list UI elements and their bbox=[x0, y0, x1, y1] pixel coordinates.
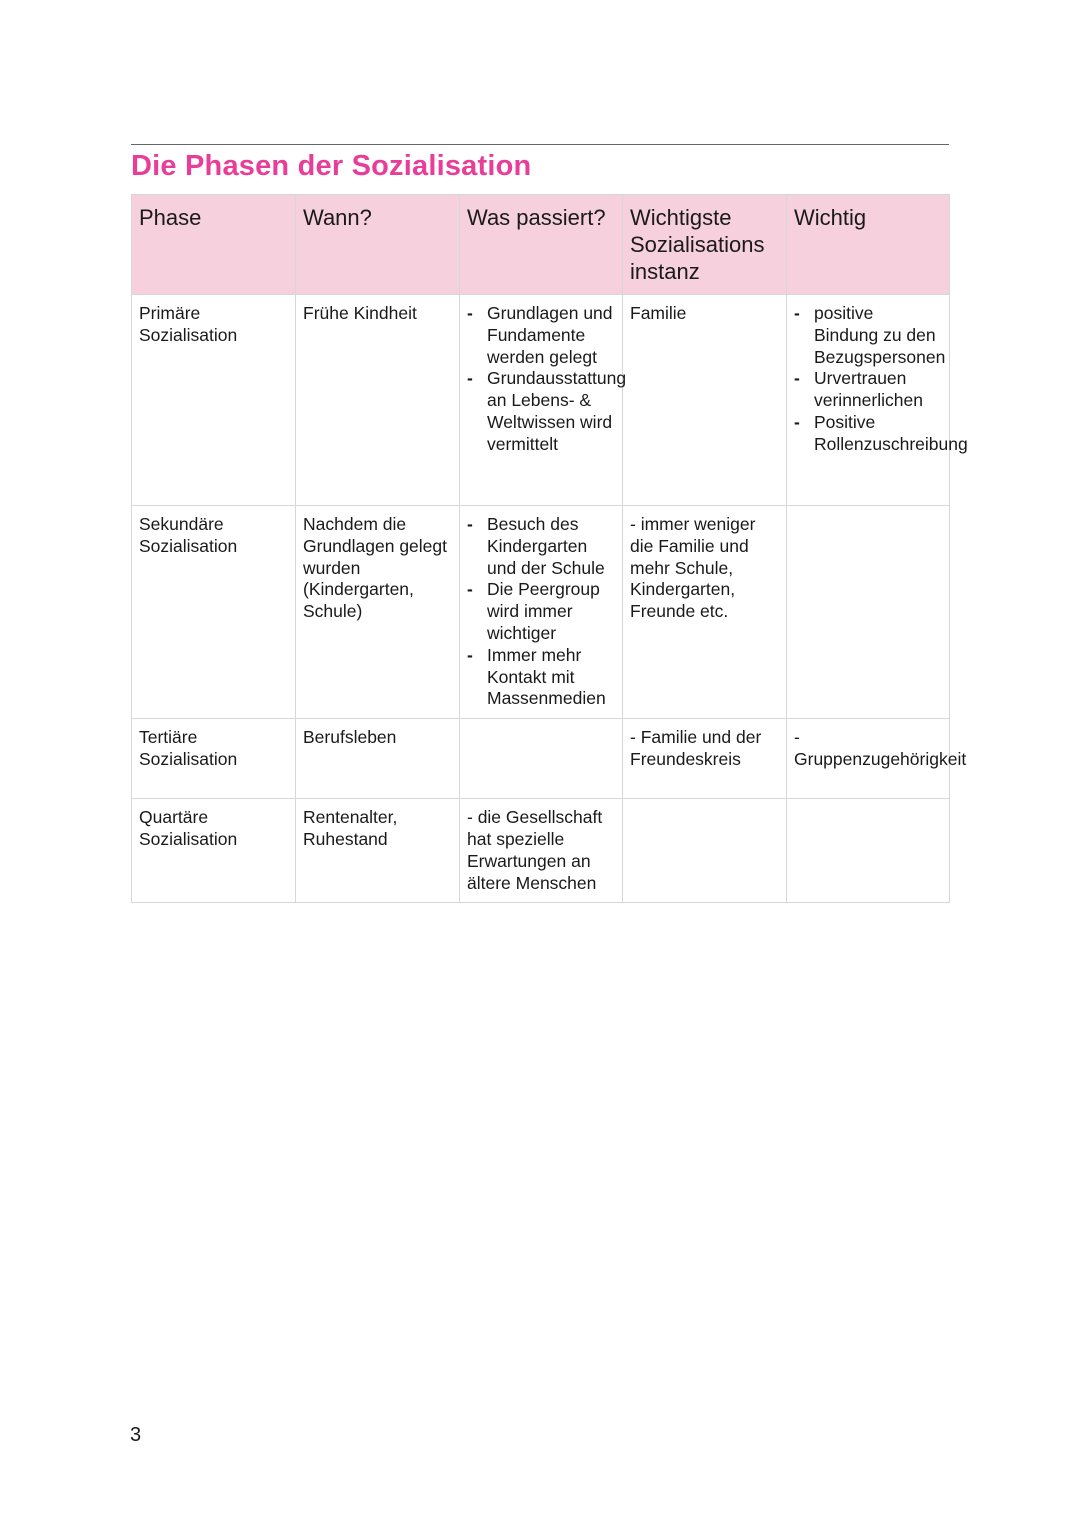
cell-was-passiert bbox=[460, 295, 627, 506]
table-row-tertiaer bbox=[132, 719, 950, 799]
header-was-passiert: Was passiert? bbox=[460, 195, 623, 295]
cell-phase: Quartäre Sozialisation bbox=[132, 799, 296, 903]
list-item: - Grundausstattung an Lebens- & Weltwissen wird vermittelt bbox=[487, 368, 615, 455]
cell-instanz: - Familie und der Freundeskreis bbox=[623, 719, 787, 799]
phases-table bbox=[131, 194, 968, 903]
page-title: Die Phasen der Sozialisation bbox=[131, 150, 532, 182]
header-wichtig: Wichtig bbox=[787, 195, 950, 295]
list-item: - Grundlagen und Fundamente werden gelegt bbox=[487, 303, 615, 368]
cell-was-passiert: - die Gesellschaft hat spezielle Erwartungen an ältere Menschen bbox=[460, 799, 623, 903]
bullet-list bbox=[467, 514, 615, 710]
bullet-list bbox=[794, 303, 968, 456]
cell-wann: Rentenalter, Ruhestand bbox=[296, 799, 460, 903]
cell-wann: Berufsleben bbox=[296, 719, 460, 799]
list-item: - Immer mehr Kontakt mit Massenmedien bbox=[487, 645, 615, 710]
cell-instanz bbox=[623, 799, 787, 903]
cell-wichtig bbox=[787, 506, 950, 719]
cell-phase: Primäre Sozialisation bbox=[132, 295, 296, 506]
table-header-row bbox=[132, 195, 950, 295]
table-row-sekundaer bbox=[132, 506, 950, 719]
list-item: - Urvertrauen verinnerlichen bbox=[814, 368, 942, 412]
cell-phase: Sekundäre Sozialisation bbox=[132, 506, 296, 719]
table-row-quartaer bbox=[132, 799, 950, 903]
top-divider bbox=[131, 144, 949, 145]
header-wann: Wann? bbox=[296, 195, 460, 295]
list-item: - Positive Rollenzuschreibung bbox=[814, 412, 942, 456]
cell-phase: Tertiäre Sozialisation bbox=[132, 719, 296, 799]
cell-was-passiert bbox=[460, 506, 623, 719]
cell-wann: Nachdem die Grundlagen gelegt wurden (Kindergarten, Schule) bbox=[296, 506, 460, 719]
table-row-primaer bbox=[132, 295, 950, 506]
cell-instanz: Familie bbox=[623, 295, 787, 506]
list-item: - Besuch des Kindergarten und der Schule bbox=[487, 514, 615, 579]
cell-was-passiert bbox=[460, 719, 623, 799]
list-item: - Die Peergroup wird immer wichtiger bbox=[487, 579, 615, 644]
list-item: - positive Bindung zu den Bezugspersonen bbox=[814, 303, 942, 368]
cell-wichtig bbox=[787, 799, 950, 903]
bullet-list bbox=[467, 303, 627, 456]
cell-wichtig bbox=[787, 295, 968, 506]
header-phase: Phase bbox=[132, 195, 296, 295]
cell-wichtig: - Gruppenzugehörigkeit bbox=[787, 719, 950, 799]
cell-wann: Frühe Kindheit bbox=[296, 295, 460, 506]
header-sozialisationsinstanz: Wichtigste Sozialisations instanz bbox=[623, 195, 787, 295]
cell-instanz: - immer weniger die Familie und mehr Schule, Kindergarten, Freunde etc. bbox=[623, 506, 787, 719]
page-number: 3 bbox=[130, 1424, 142, 1446]
